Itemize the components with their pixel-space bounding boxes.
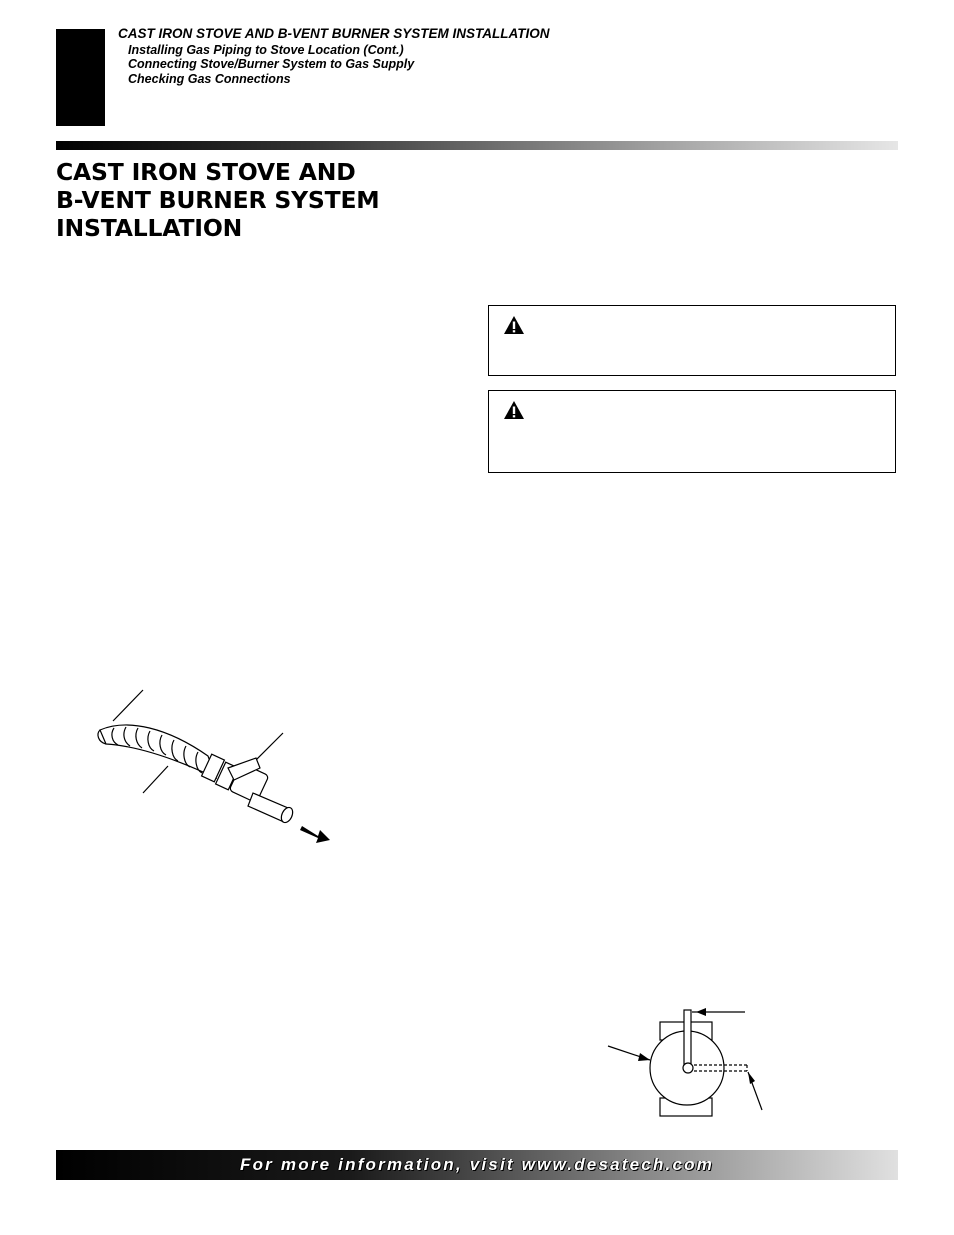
leader-line-3 bbox=[143, 766, 168, 793]
warning-triangle-icon bbox=[503, 315, 525, 335]
page-title-line-3: INSTALLATION bbox=[56, 214, 243, 242]
arrowhead-icon bbox=[696, 1008, 706, 1016]
page-title-line-2: B-VENT BURNER SYSTEM bbox=[56, 186, 380, 214]
leader-line-2 bbox=[253, 733, 283, 763]
arrowhead-icon bbox=[638, 1053, 650, 1061]
header-subsection-3: Checking Gas Connections bbox=[128, 71, 291, 86]
footer-bar bbox=[56, 1150, 898, 1180]
header-subsection-2: Connecting Stove/Burner System to Gas Supply bbox=[128, 57, 415, 71]
page-title-line-1: CAST IRON STOVE AND bbox=[56, 158, 356, 186]
valve-position-figure bbox=[600, 1002, 765, 1120]
flow-arrow-icon bbox=[300, 826, 330, 843]
arrowhead-icon bbox=[748, 1072, 755, 1084]
flex-connector-figure bbox=[88, 688, 338, 848]
section-tab bbox=[56, 29, 105, 126]
page-title bbox=[56, 158, 380, 242]
header-subsection-1: Installing Gas Piping to Stove Location (Cont.) bbox=[128, 42, 404, 57]
warning-triangle-icon bbox=[503, 400, 525, 420]
leader-line-1 bbox=[113, 690, 143, 721]
warning-box-2 bbox=[488, 390, 896, 473]
warning-box-1 bbox=[488, 305, 896, 376]
handle-open-position bbox=[684, 1010, 691, 1068]
running-header bbox=[118, 27, 550, 87]
footer-link-text: For more information, visit www.desatech.com bbox=[239, 1155, 715, 1174]
header-divider bbox=[56, 141, 898, 150]
header-section-title: CAST IRON STOVE AND B-VENT BURNER SYSTEM INSTALLATION bbox=[118, 26, 550, 41]
